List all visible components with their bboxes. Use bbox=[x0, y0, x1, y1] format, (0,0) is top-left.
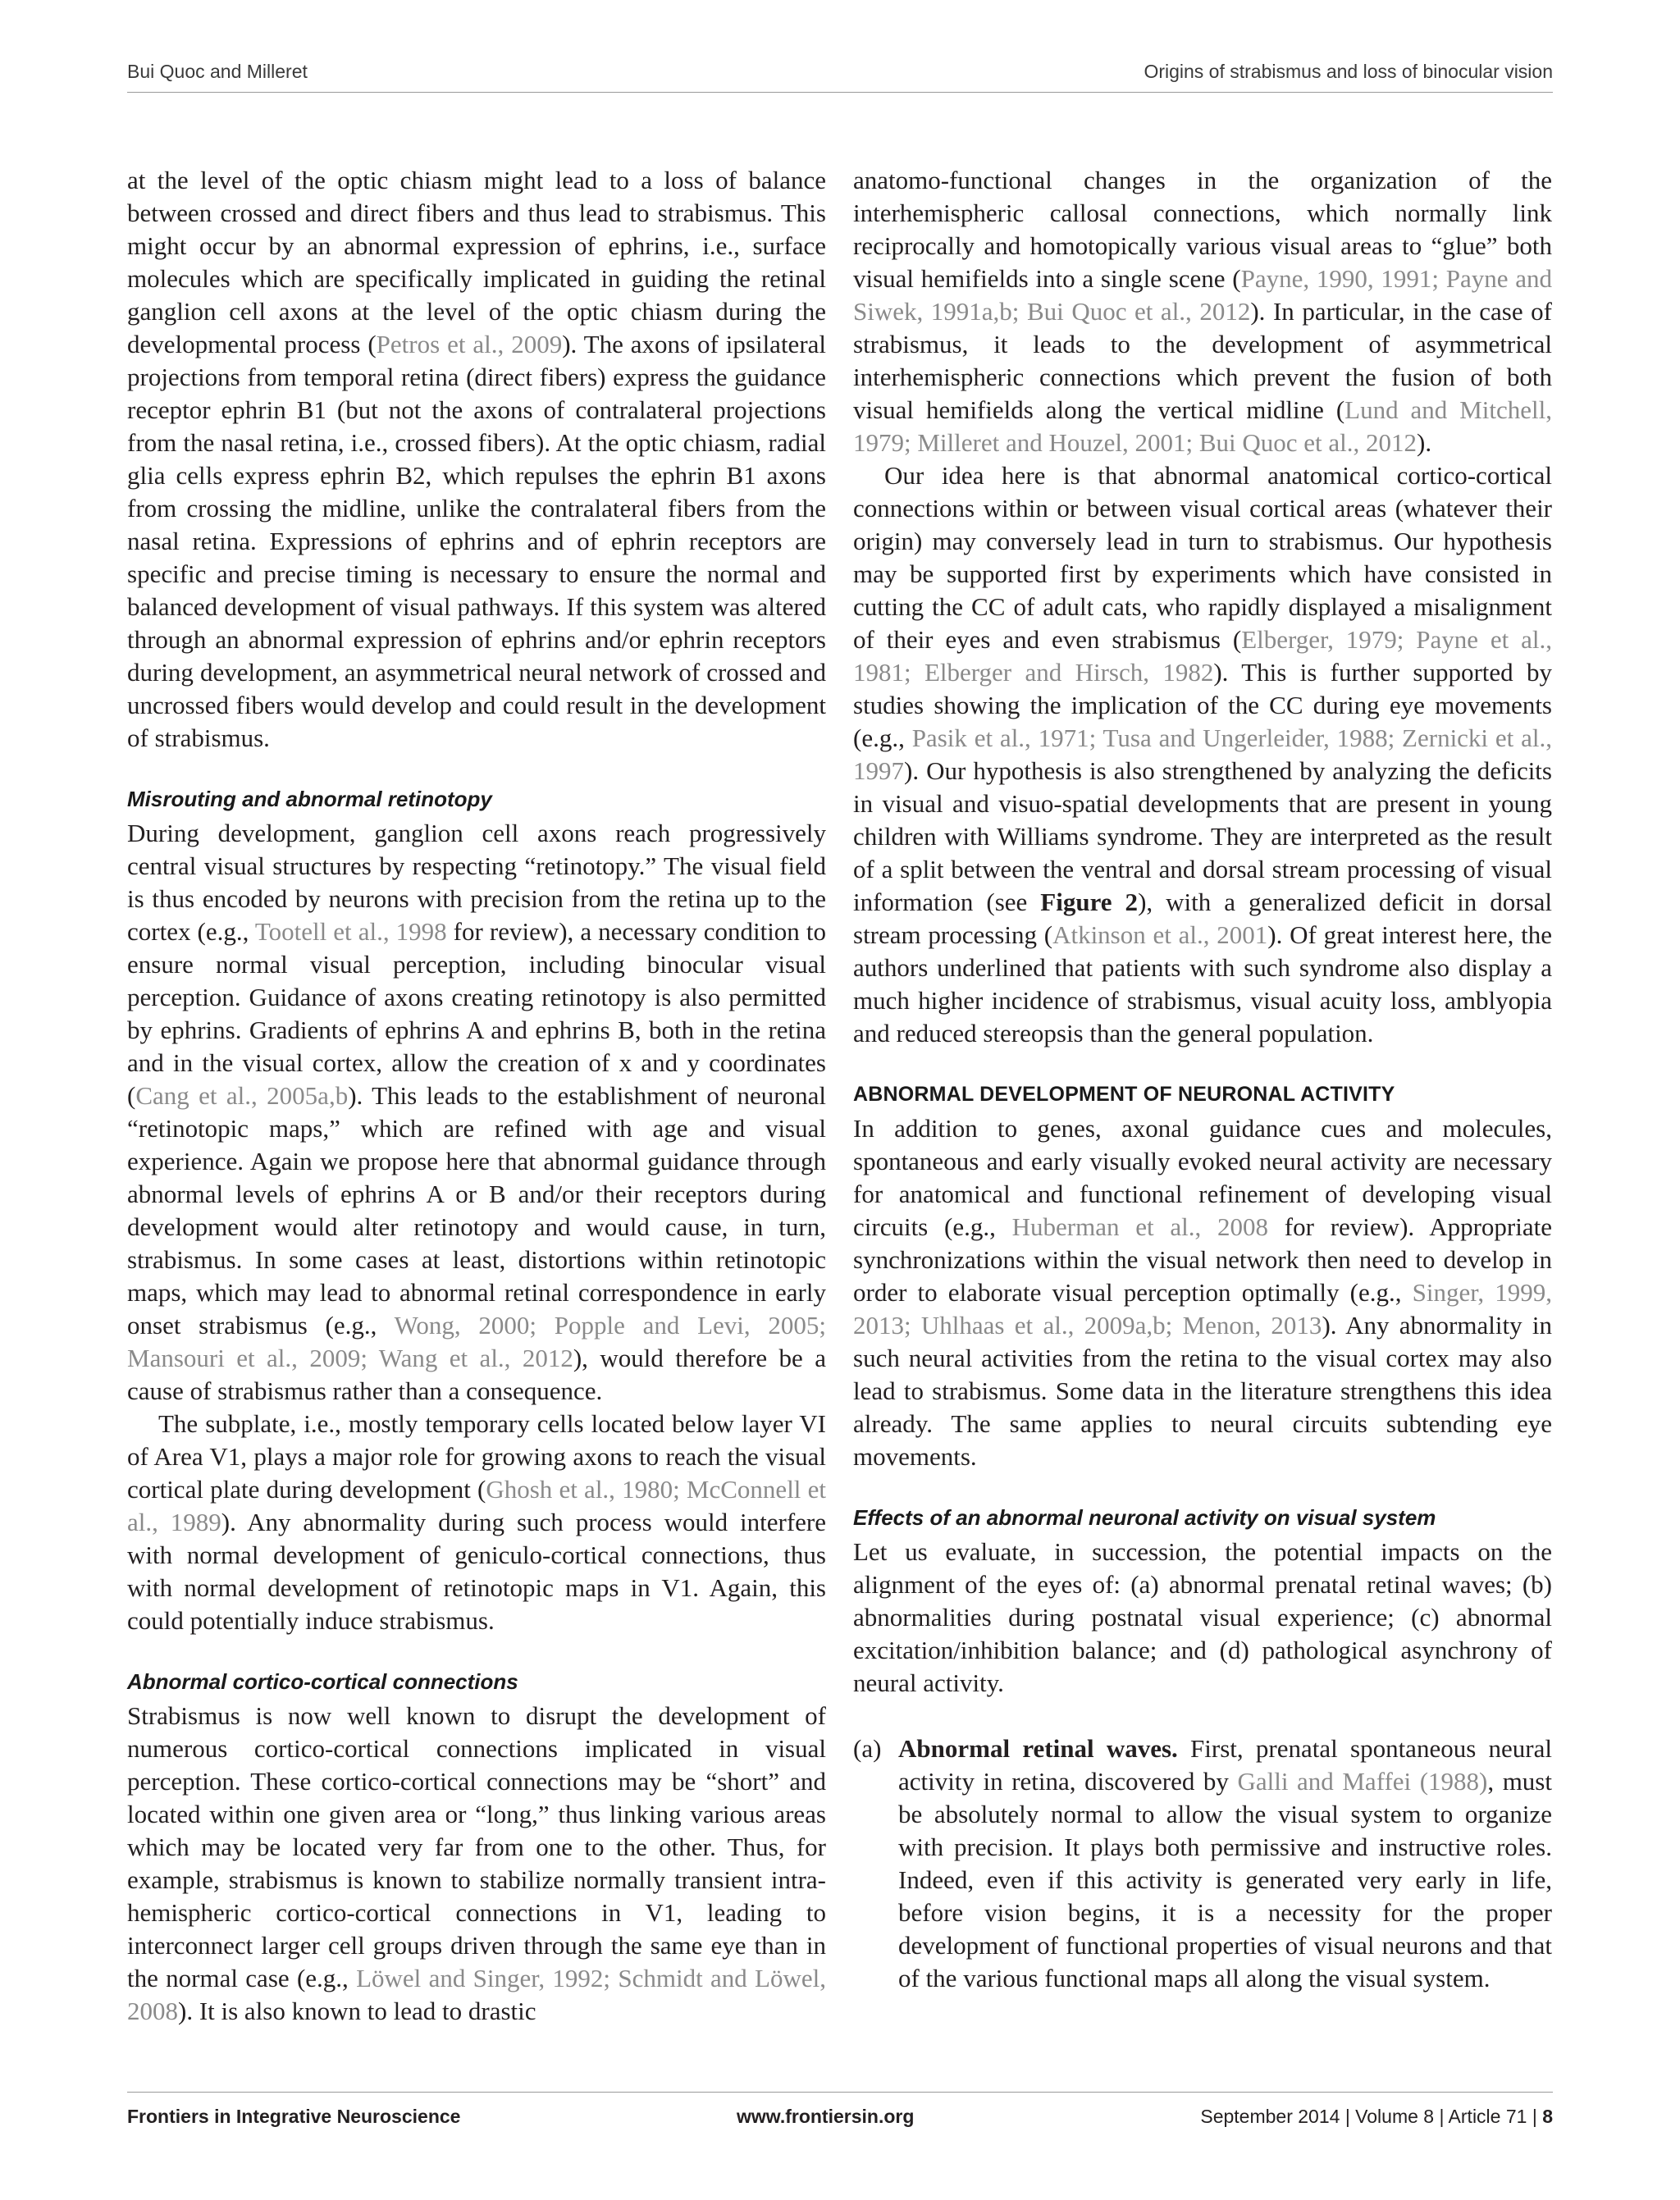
citation-link[interactable]: Huberman et al., 2008 bbox=[1011, 1212, 1269, 1241]
citation-link[interactable]: Singer, 1999, 2013; Uhlhaas et al., 2009a,b; Menon, 2013 bbox=[853, 1278, 1552, 1340]
citation-link[interactable]: Pasik et al., 1971; Tusa and Ungerleider, 1988; Zernicki et al., 1997 bbox=[853, 723, 1552, 785]
citation-link[interactable]: Tootell et al., 1998 bbox=[254, 917, 447, 946]
paragraph: Our idea here is that abnormal anatomical cortico-cortical connections within or between visual cortical areas (whatever their origin) may conversely lead in turn to strabismus. Our hypothesis may be supported first by experiments which have consisted in cutting the CC of adult cats, who rapidly displayed a misalignment of their eyes and even strabismus (Elberger, 1979; Payne et al., 1981; Elberger and Hirsch, 1982). This is further supported by studies showing the implication of the CC during eye movements (e.g., Pasik et al., 1971; Tusa and Ungerleider, 1988; Zernicki et al., 1997). Our hypothesis is also strengthened by analyzing the deficits in visual and visuo-spatial developments that are present in young children with Williams syndrome. They are interpreted as the result of a split between the ventral and dorsal stream processing of visual information (see Figure 2), with a generalized deficit in dorsal stream processing (Atkinson et al., 2001). Of great interest here, the authors underlined that patients with such syndrome also display a much higher incidence of strabismus, visual acuity loss, amblyopia and reduced stereopsis than the general population. bbox=[853, 461, 1553, 1048]
running-header-authors: Bui Quoc and Milleret bbox=[127, 61, 308, 82]
subsection-heading: Effects of an abnormal neuronal activity on visual system bbox=[853, 1505, 1436, 1530]
subsection-heading: Misrouting and abnormal retinotopy bbox=[127, 787, 492, 811]
footer-journal: Frontiers in Integrative Neuroscience bbox=[127, 2106, 461, 2127]
citation-link[interactable]: Wong, 2000; Popple and Levi, 2005; Mansouri et al., 2009; Wang et al., 2012 bbox=[127, 1311, 827, 1372]
left-column bbox=[127, 164, 826, 2028]
citation-link[interactable]: Petros et al., 2009 bbox=[376, 330, 563, 358]
list-body: Abnormal retinal waves. First, prenatal spontaneous neural activity in retina, discovered by Galli and Maffei (1988), must be absolutely normal to allow the visual system to organize with precision. It plays both permissive and instructive roles. Indeed, even if this activity is generated very early in life, before vision begins, it is a necessity for the proper development of functional properties of visual neurons and that of the various functional maps all along the visual system. bbox=[898, 1734, 1552, 1992]
paragraph: In addition to genes, axonal guidance cues and molecules, spontaneous and early visually evoked neural activity are necessary for anatomical and functional refinement of developing visual circuits (e.g., Huberman et al., 2008 for review). Appropriate synchronizations within the visual network then need to develop in order to elaborate visual perception optimally (e.g., Singer, 1999, 2013; Uhlhaas et al., 2009a,b; Menon, 2013). Any abnormality in such neural activities from the retina to the visual cortex may also lead to strabismus. Some data in the literature strengthens this idea already. The same applies to neural circuits subtending eye movements. bbox=[853, 1114, 1552, 1471]
citation-link[interactable]: Cang et al., 2005a,b bbox=[135, 1081, 349, 1110]
header-rule bbox=[127, 92, 1553, 93]
citation-link[interactable]: Elberger, 1979; Payne et al., 1981; Elberger and Hirsch, 1982 bbox=[853, 625, 1552, 687]
citation-link[interactable]: Löwel and Singer, 1992; Schmidt and Löwel, 2008 bbox=[127, 1964, 826, 2025]
citation-link[interactable]: Ghosh et al., 1980; McConnell et al., 1989 bbox=[127, 1475, 826, 1536]
section-heading: ABNORMAL DEVELOPMENT OF NEURONAL ACTIVITY bbox=[853, 1083, 1395, 1106]
citation-link[interactable]: Lund and Mitchell, 1979; Milleret and Houzel, 2001; Bui Quoc et al., 2012 bbox=[853, 395, 1552, 457]
citation-link[interactable]: Atkinson et al., 2001 bbox=[1052, 920, 1268, 949]
list-label: (a) bbox=[853, 1734, 882, 1763]
footer-url[interactable]: www.frontiersin.org bbox=[737, 2106, 915, 2127]
right-column bbox=[853, 164, 1552, 1995]
page-number: 8 bbox=[1542, 2106, 1553, 2127]
list-item bbox=[853, 1732, 1552, 1995]
list-item-title: Abnormal retinal waves. bbox=[898, 1734, 1178, 1763]
paragraph: During development, ganglion cell axons reach progressively central visual structures by respecting “retinotopy.” The visual field is thus encoded by neurons with precision from the retina up to the cortex (e.g., Tootell et al., 1998 for review), a necessary condition to ensure normal visual perception, including binocular visual perception. Guidance of axons creating retinotopy is also permitted by ephrins. Gradients of ephrins A and ephrins B, both in the retina and in the visual cortex, allow the creation of x and y coordinates (Cang et al., 2005a,b). This leads to the establishment of neuronal “retinotopic maps,” which are refined with age and visual experience. Again we propose here that abnormal guidance through abnormal levels of ephrins A or B and/or their receptors during development would alter retinotopy and would cause, in turn, strabismus. In some cases at least, distortions within retinotopic maps, which may lead to abnormal retinal correspondence in early onset strabismus (e.g., Wong, 2000; Popple and Levi, 2005; Mansouri et al., 2009; Wang et al., 2012), would therefore be a cause of strabismus rather than a consequence. bbox=[127, 819, 827, 1405]
subsection-heading: Abnormal cortico-cortical connections bbox=[127, 1669, 518, 1694]
footer-rule bbox=[127, 2092, 1553, 2093]
footer-issue: September 2014 | Volume 8 | Article 71 | 8 bbox=[1200, 2106, 1553, 2127]
citation-link[interactable]: Payne, 1990, 1991; Payne and Siwek, 1991a,b; Bui Quoc et al., 2012 bbox=[853, 264, 1552, 326]
paragraph: anatomo-functional changes in the organization of the interhemispheric callosal connections, which normally link reciprocally and homotopically various visual areas to “glue” both visual hemifields into a single scene (Payne, 1990, 1991; Payne and Siwek, 1991a,b; Bui Quoc et al., 2012). In particular, in the case of strabismus, it leads to the development of asymmetrical interhemispheric connections which prevent the fusion of both visual hemifields along the vertical midline (Lund and Mitchell, 1979; Milleret and Houzel, 2001; Bui Quoc et al., 2012). bbox=[853, 166, 1552, 457]
paragraph: Let us evaluate, in succession, the potential impacts on the alignment of the eyes of: (a) abnormal prenatal retinal waves; (b) abnormalities during postnatal visual experience; (c) abnormal excitation/inhibition balance; and (d) pathological asynchrony of neural activity. bbox=[853, 1537, 1552, 1697]
figure-reference[interactable]: Figure 2 bbox=[1040, 888, 1139, 916]
running-header-title: Origins of strabismus and loss of binocular vision bbox=[1144, 61, 1553, 82]
paragraph: at the level of the optic chiasm might lead to a loss of balance between crossed and direct fibers and thus lead to strabismus. This might occur by an abnormal expression of ephrins, i.e., surface molecules which are specifically implicated in guiding the retinal ganglion cell axons at the level of the optic chiasm during the developmental process (Petros et al., 2009). The axons of ipsilateral projections from temporal retina (direct fibers) express the guidance receptor ephrin B1 (but not the axons of contralateral projections from the nasal retina, i.e., crossed fibers). At the optic chiasm, radial glia cells express ephrin B2, which repulses the ephrin B1 axons from crossing the midline, unlike the contralateral fibers from the nasal retina. Expressions of ephrins and of ephrin receptors are specific and precise timing is necessary to ensure the normal and balanced development of visual pathways. If this system was altered through an abnormal expression of ephrins and/or ephrin receptors during development, an asymmetrical neural network of crossed and uncrossed fibers would develop and could result in the development of strabismus. bbox=[127, 166, 827, 752]
paragraph: Strabismus is now well known to disrupt the development of numerous cortico-cortical connections implicated in visual perception. These cortico-cortical connections may be “short” and located within one given area or “long,” thus linking various areas which may be located very far from one to the other. Thus, for example, strabismus is known to stabilize normally transient intra-hemispheric cortico-cortical connections in V1, leading to interconnect larger cell groups driven through the same eye than in the normal case (e.g., Löwel and Singer, 1992; Schmidt and Löwel, 2008). It is also known to lead to drastic bbox=[127, 1701, 826, 2025]
citation-link[interactable]: Galli and Maffei (1988) bbox=[1237, 1767, 1488, 1796]
paragraph: The subplate, i.e., mostly temporary cells located below layer VI of Area V1, plays a major role for growing axons to reach the visual cortical plate during development (Ghosh et al., 1980; McConnell et al., 1989). Any abnormality during such process would interfere with normal development of geniculo-cortical connections, thus with normal development of retinotopic maps in V1. Again, this could potentially induce strabismus. bbox=[127, 1409, 826, 1635]
